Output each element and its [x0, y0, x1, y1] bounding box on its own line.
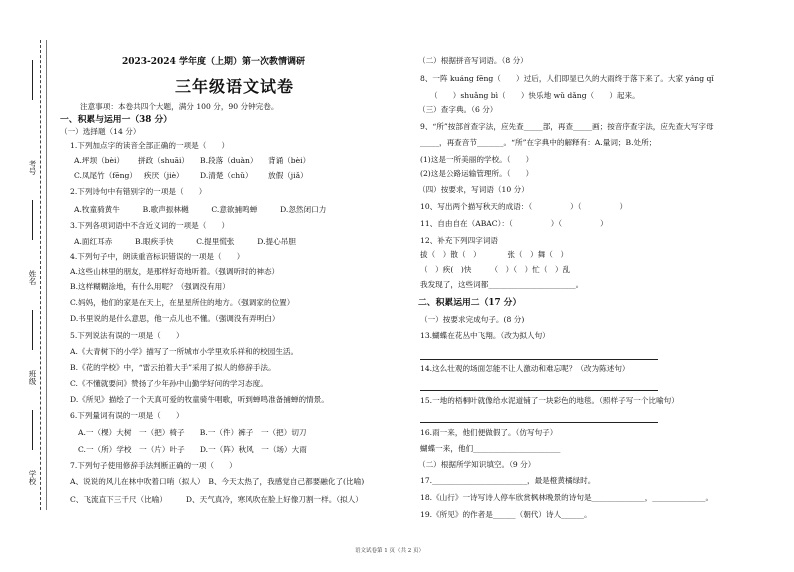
question-8: 8、一阵 kuáng fēng（ ）过后，人们即显已久的大雨终于落下来了。大家 yáng qǐ — [420, 74, 714, 83]
question-17: 17._________________________，最是橙黄橘绿时。 — [420, 476, 596, 485]
border-line — [46, 40, 47, 510]
q1-option-a1: A.坪坝（bèi） — [74, 156, 125, 165]
q13-answer-line[interactable] — [420, 351, 658, 360]
question-1: 1.下列加点字的读音全部正确的一项是（ ） — [70, 141, 230, 150]
subsection-sentences: （一）按要求完成句子。(8 分) — [420, 315, 525, 324]
q5-option-c: C.《不懂就要问》赞扬了少年孙中山勤学好问的学习态度。 — [70, 379, 268, 388]
q4-option-d: D.书里说的是什么意思，他一点儿也不懂。（强调没有弄明白） — [70, 314, 280, 323]
question-8-cont: （ ）shuǎng bì（ ）快乐地 wǔ dǎng（ ）起来。 — [430, 91, 640, 100]
subsection-pinyin: （二）根据拼音写词语。（8 分） — [418, 56, 528, 65]
header-year: 2023-2024 学年度（上期）第一次教情调研 — [122, 57, 305, 67]
exam-number-line — [32, 60, 33, 100]
section-1-title: 一、积累与运用一（38 分） — [60, 115, 173, 125]
question-6: 6.下列量词有误的一项是（ ） — [70, 411, 184, 420]
q1-option-b1: B.段落（duàn） — [200, 156, 258, 165]
binding-margin — [22, 40, 52, 510]
q4-option-a: A.这些山林里的朋友，是那样好奇地听着。（强调听时的神态） — [70, 267, 280, 276]
q7-options-cd: C、飞流直下三千尺（比喻） D、天气真冷，寒风吹在脸上好像刀割一样。（拟人） — [70, 495, 363, 504]
q6-options-cd: C.一（所）学校 一（片）叶子 D.一（阵）秋风 一（场）大雨 — [78, 445, 307, 454]
question-2: 2.下列诗句中有错别字的一项是（ ） — [70, 187, 207, 196]
question-4: 4.下列句子中，朗读重音标识错误的一项是（ ） — [70, 252, 245, 261]
margin-label-school: 学校 — [28, 470, 37, 485]
question-14: 14.这么壮观的场面怎能不让人激动和难忘呢？（改为陈述句） — [420, 364, 630, 373]
question-9-1: (1)这是一所美丽的学校。（ ） — [420, 155, 534, 164]
page-title: 三年级语文试卷 — [175, 77, 295, 96]
q3-options: A.面红耳赤 B.眼疾手快 C.提里慌张 D.提心吊胆 — [74, 237, 296, 246]
class-line — [32, 310, 33, 350]
question-12-note: 我发现了，这些词都_______________________。 — [420, 280, 584, 289]
question-18: 18.《山行》一诗写诗人停车欣赏枫林晚景的诗句是______________，______________。 — [420, 493, 714, 502]
q1-option-d2: 放假（jiǎ） — [268, 171, 308, 180]
question-12: 12、补充下列四字词语 — [420, 236, 499, 245]
margin-label-exam-number: 考号 — [28, 160, 37, 175]
q1-option-b2: 背诵（bèi） — [268, 156, 311, 165]
question-5: 5.下列说法有误的一项是（ ） — [70, 331, 184, 340]
margin-label-name: 姓名 — [28, 270, 37, 285]
cut-line — [40, 40, 41, 510]
q4-option-c: C.妈妈，他们的家是在天上，在星星所住的地方。（强调家的位置） — [70, 298, 295, 307]
question-9-2: (2)这是公路运输管理所。（ ） — [420, 169, 534, 178]
q1-option-c1: C.凤尾竹（fēng） — [74, 171, 137, 180]
margin-label-class: 班级 — [28, 370, 37, 385]
q4-option-b: B.这样糊糊涂地，有什么用呢？（强调没有用） — [70, 282, 230, 291]
q14-answer-line[interactable] — [420, 382, 658, 391]
question-16: 16.雨一来，他们便做假了。（仿写句子） — [420, 428, 558, 437]
q5-option-d: D.《所见》描绘了一个天真可爱的牧童骑牛唱歌，听到蝉鸣准备捕蝉的情景。 — [70, 395, 329, 404]
subsection-choice: （一）选择题（14 分） — [60, 127, 141, 136]
question-12-row-b: （ ）疾( )快 （ ）（ ）忙（ ）乱 — [420, 265, 571, 274]
school-line — [32, 410, 33, 450]
question-9-cont: _____，再查音节_______。“所”在字典中的解释有：A.量词；B.处所； — [420, 138, 657, 147]
q1-option-d1: D.清楚（chǔ） — [200, 171, 253, 180]
question-13: 13.蝴蝶在花丛中飞翔。（改为拟人句） — [420, 331, 550, 340]
question-12-row-a: 拔（ ）散（ ） 张（ ）舞（ ） — [420, 250, 569, 259]
question-15: 15.一地的梧桐叶就像给水泥道铺了一块彩色的地毯。（照样子写一个比喻句） — [420, 396, 679, 405]
subsection-words: （四）按要求，写词语（10 分） — [418, 185, 529, 194]
section-2-title: 二、积累运用二（17 分） — [418, 298, 522, 308]
q1-option-a2: 拼政（shuāi） — [138, 156, 190, 165]
q5-option-a: A.《大青树下的小学》描写了一所城市小学里欢乐祥和的校园生活。 — [70, 347, 299, 356]
q1-option-c2: 疾厌（jiè） — [144, 171, 184, 180]
subsection-dictionary: （三）查字典。（6 分） — [418, 105, 498, 114]
q5-option-b: B.《花的学校》中，“雷云拍着大手”采用了拟人的修辞手法。 — [70, 363, 276, 372]
question-16-cont: 蝴蝶一来，他们_______________________ — [420, 444, 561, 453]
q7-options-ab: A、说说的风儿在林中吹着口哨（拟人） B、今天太热了，我感觉自己都要融化了(比喻) — [70, 477, 365, 486]
question-19: 19.《所见》的作者是______（朝代）诗人______。 — [420, 510, 592, 519]
question-9: 9、“所”按部首查字法，应先查_____部，再查_____画；按音序查字法，应先查大写字母 — [420, 122, 714, 131]
question-7: 7.下列句子使用修辞手法判断正确的一项（ ） — [70, 461, 237, 470]
question-11: 11、自由自在（ABAC）：（ ）（ ） — [420, 219, 608, 228]
name-line — [32, 200, 33, 240]
question-3: 3.下列各项词语中不含近义词的一项是（ ） — [70, 221, 230, 230]
exam-note: 注意事项：本卷共四个大题，满分 100 分，90 分钟完卷。 — [80, 102, 279, 111]
page-footer: 语文试卷第 1 页（共 2 页） — [355, 548, 424, 554]
q2-options: A.牧童骑黄牛 B.歌声振林樾 C.意欲捕鸣蝉 D.忽然闭口力 — [74, 205, 327, 214]
subsection-fill: （二）根据所学知识填空。（9 分） — [418, 460, 536, 469]
question-10: 10、写出两个描写秋天的成语：（ ）（ ） — [420, 202, 628, 211]
q15-answer-line[interactable] — [420, 414, 658, 423]
q6-options-ab: A.一（棵）大树 一（把）椅子 B.一（件）裤子 一（把）切刀 — [78, 428, 307, 437]
